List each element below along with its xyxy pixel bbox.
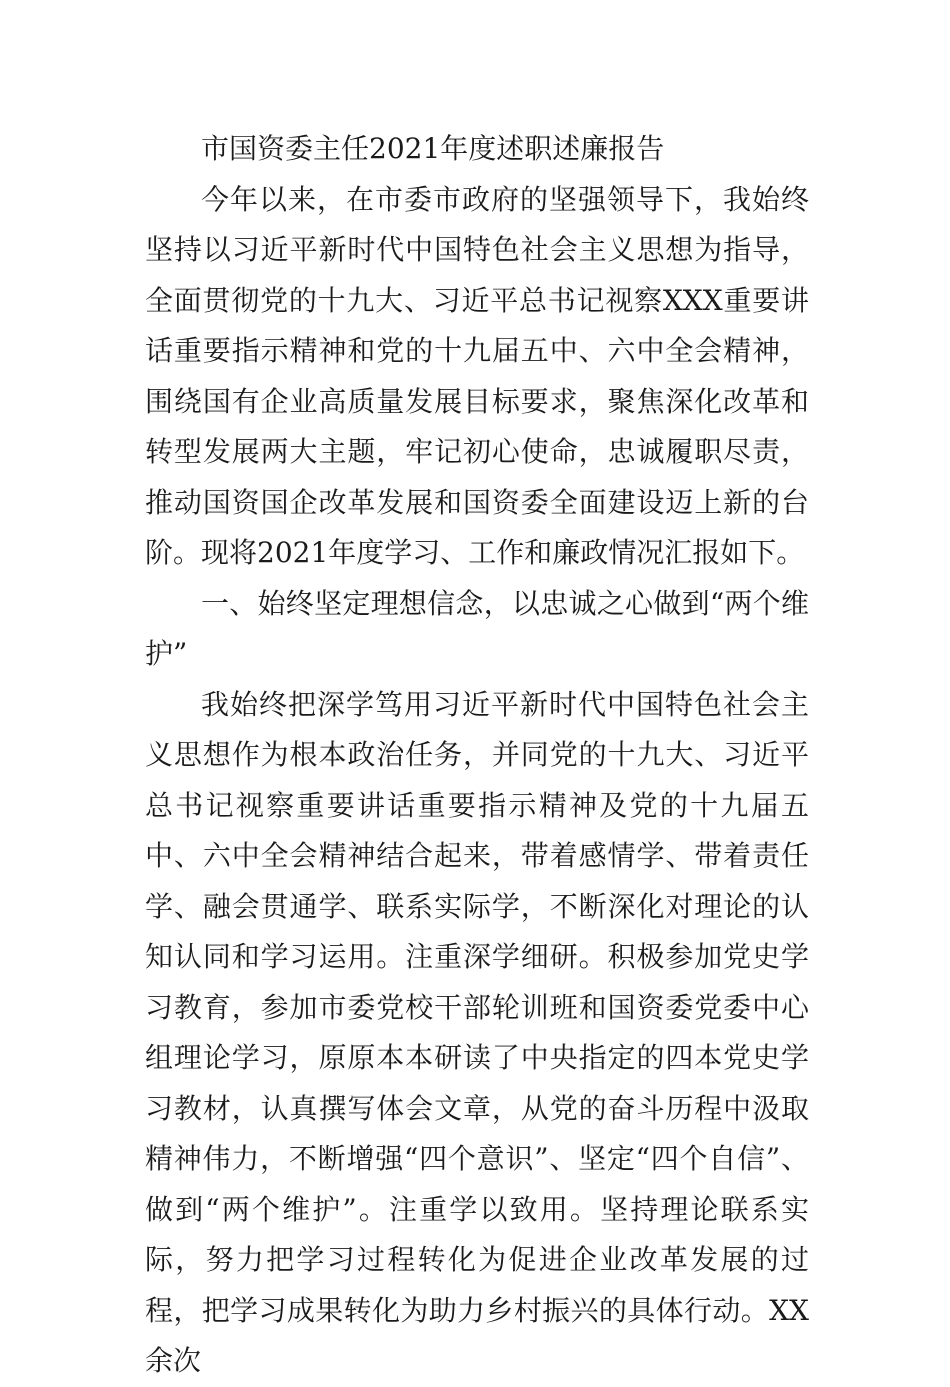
paragraph-section-1: 我始终把深学笃用习近平新时代中国特色社会主义思想作为根本政治任务，并同党的十九大、习近平总书记视察重要讲话重要指示精神及党的十九届五中、六中全会精神结合起来，带着感情学、带着责任学、融会贯通学、联系实际学，不断深化对理论的认知认同和学习运用。注重深学细研。积极参加党史学习教育，参加市委党校干部轮训班和国资委党委中心组理论学习，原原本本研读了中央指定的四本党史学习教材，认真撰写体会文章，从党的奋斗历程中汲取精神伟力，不断增强“四个意识”、坚定“四个自信”、做到“两个维护”。注重学以致用。坚持理论联系实际，努力把学习过程转化为促进企业改革发展的过程，把学习成果转化为助力乡村振兴的具体行动。XX余次 bbox=[145, 687, 809, 1377]
document-title: 市国资委主任2021年度述职述廉报告 bbox=[201, 132, 665, 165]
document-body bbox=[145, 124, 809, 1387]
section-heading-1: 一、始终坚定理想信念，以忠诚之心做到“两个维护” bbox=[145, 586, 809, 670]
paragraph-intro: 今年以来，在市委市政府的坚强领导下，我始终坚持以习近平新时代中国特色社会主义思想为指导，全面贯彻党的十九大、习近平总书记视察XXX重要讲话重要指示精神和党的十九届五中、六中全会精神，围绕国有企业高质量发展目标要求，聚焦深化改革和转型发展两大主题，牢记初心使命，忠诚履职尽责，推动国资国企改革发展和国资委全面建设迈上新的台阶。现将2021年度学习、工作和廉政情况汇报如下。 bbox=[145, 182, 809, 569]
